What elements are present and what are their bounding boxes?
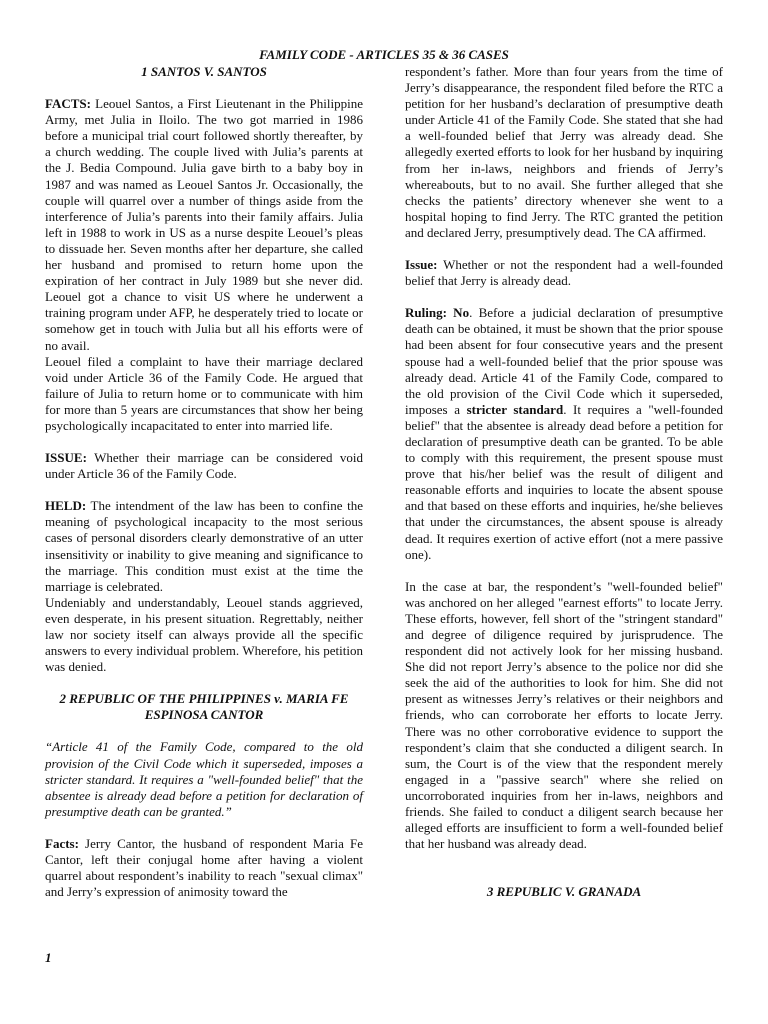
case2-quote: “Article 41 of the Family Code, compared to the old provision of the Civil Code which it superseded, imposes a stricter standard. It requires a "well-founded belief" that the absentee is already dead before a petition for declaration of presumptive death can be granted.” <box>45 739 363 819</box>
issue-label: ISSUE: <box>45 450 87 466</box>
facts-label: FACTS: <box>45 96 91 112</box>
case1-issue-text: Whether their marriage can be considered void under Article 36 of the Family Code. <box>45 450 363 482</box>
facts-label: Facts: <box>45 835 79 851</box>
case-title-cantor: 2 REPUBLIC OF THE PHILIPPINES v. MARIA FE ESPINOSA CANTOR <box>59 691 349 723</box>
case1-held-text: The intendment of the law has been to confine the meaning of psychological incapacity to the most serious cases of personal disorders clearly demonstrative of an utter insensitivity or inability to give meaning and significance to the marriage. This condition must exist at the time the marriage is celebrated. <box>45 498 363 594</box>
case1-facts-text: Leouel Santos, a First Lieutenant in the Philippine Army, met Julia in Iloilo. The two got married in 1986 before a municipal trial court followed shortly thereafter, by a church wedding. The couple lived with Julia’s parents at the J. Bedia Compound. Julia gave birth to a baby boy in 1987 and was named as Leouel Santos Jr. Occasionally, the couple will quarrel over a number of things aside from the interference of Julia’s parents into their family affairs. Julia left in 1988 to work in US as a nurse despite Leouel’s pleas to dissuade her. Seven months after her departure, she called her husband and promised to return home upon the expiration of her contract in July 1989 but she never did. Leouel got a chance to visit US where he underwent a training program under AFP, he desperately tried to locate or somehow get in touch with Julia but all his efforts were of no avail. <box>45 96 363 353</box>
case1-held-text-2: Undeniably and understandably, Leouel stands aggrieved, even desperate, in his present situation. Regrettably, neither law nor society itself can always provide all the specific answers to every individual problem. Wherefore, his petition was denied. <box>45 594 363 675</box>
case2-ruling-text-b: . It requires a "well-founded belief" that the absentee is already dead before a petition for declaration of presumptive death can be granted. To be able to comply with this requirement, the present spouse must prove that his/her belief was the result of diligent and reasonable efforts and inquiries to locate the absent spouse and that based on these efforts and inquiries, he/she believes that under the circumstances, the absent spouse is already dead. It requires exertion of active effort (not a mere passive one). <box>405 401 723 562</box>
ruling-emphasis: stricter standard <box>466 401 564 417</box>
case1-facts-text-2: Leouel filed a complaint to have their marriage declared void under Article 36 of the Family Code. He argued that failure of Julia to return home or to communicate with him for more than 5 years are circumstances that show her being psychologically incapacitated to enter into married life. <box>45 353 363 433</box>
case2-ruling-text-a: . Before a judicial declaration of presumptive death can be obtained, it must be shown that the prior spouse had been absent for four consecutive years and the present spouse had a well-founded belief that the prior spouse was already dead. Article 41 of the Family Code, compared to the old provision of the Civil Code which it superseded, imposes a <box>405 305 723 417</box>
case2-facts-text: Jerry Cantor, the husband of respondent Maria Fe Cantor, left their conjugal home after having a violent quarrel about respondent’s inability to reach "sexual climax" and Jerry’s expression of animosity toward the <box>45 835 363 900</box>
case1-held <box>45 498 363 595</box>
case2-ruling <box>405 305 723 563</box>
case2-facts <box>45 836 363 900</box>
case2-facts-continued: respondent’s father. More than four years from the time of Jerry’s disappearance, the respondent filed before the RTC a petition for her husband’s declaration of presumptive death under Article 41 of the Family Code. She stated that she had a well-founded belief that Jerry was already dead. She allegedly exerted efforts to look for her husband by inquiring from her in-laws, neighbors and friends of Jerry’s whereabouts, but to no avail. She further alleged that she checks the patients’ directory whenever she went to a hospital hoping to find Jerry. The RTC granted the petition and declared Jerry, presumptively dead. The CA affirmed. <box>405 64 723 240</box>
page-header: FAMILY CODE - ARTICLES 35 & 36 CASES <box>259 47 509 62</box>
case2-ruling-text-2: In the case at bar, the respondent’s "well-founded belief" was anchored on her alleged "earnest efforts" to locate Jerry. These efforts, however, fell short of the "stringent standard" and degree of diligence required by jurisprudence. The respondent did not actively look for her missing husband. She did not report Jerry’s absence to the police nor did she seek the aid of the authorities to look for him. She did not present as witnesses Jerry’s relatives or their neighbors and friends, who can corroborate her efforts to locate Jerry. There was no other corroborative evidence to support the respondent’s claim that she conducted a diligent search. In sum, the Court is of the view that the respondent merely engaged in a "passive search" where she relied on uncorroborated inquiries from her in-laws, neighbors and friends. She failed to conduct a diligent search because her alleged efforts are insufficient to form a well-founded belief that her husband was already dead. <box>405 578 723 852</box>
held-label: HELD: <box>45 498 87 514</box>
case-title-granada: 3 REPUBLIC V. GRANADA <box>486 884 642 900</box>
case2-issue <box>405 257 723 289</box>
case1-issue <box>45 450 363 482</box>
right-column <box>405 64 723 900</box>
ruling-label: Ruling: No <box>405 305 470 321</box>
case1-facts <box>45 96 363 354</box>
case2-issue-text: Whether or not the respondent had a well-founded belief that Jerry is already dead. <box>405 257 723 289</box>
page-number: 1 <box>45 950 52 965</box>
left-column <box>45 64 363 900</box>
case-title-santos: 1 SANTOS V. SANTOS <box>141 64 267 79</box>
issue-label: Issue: <box>405 257 438 273</box>
